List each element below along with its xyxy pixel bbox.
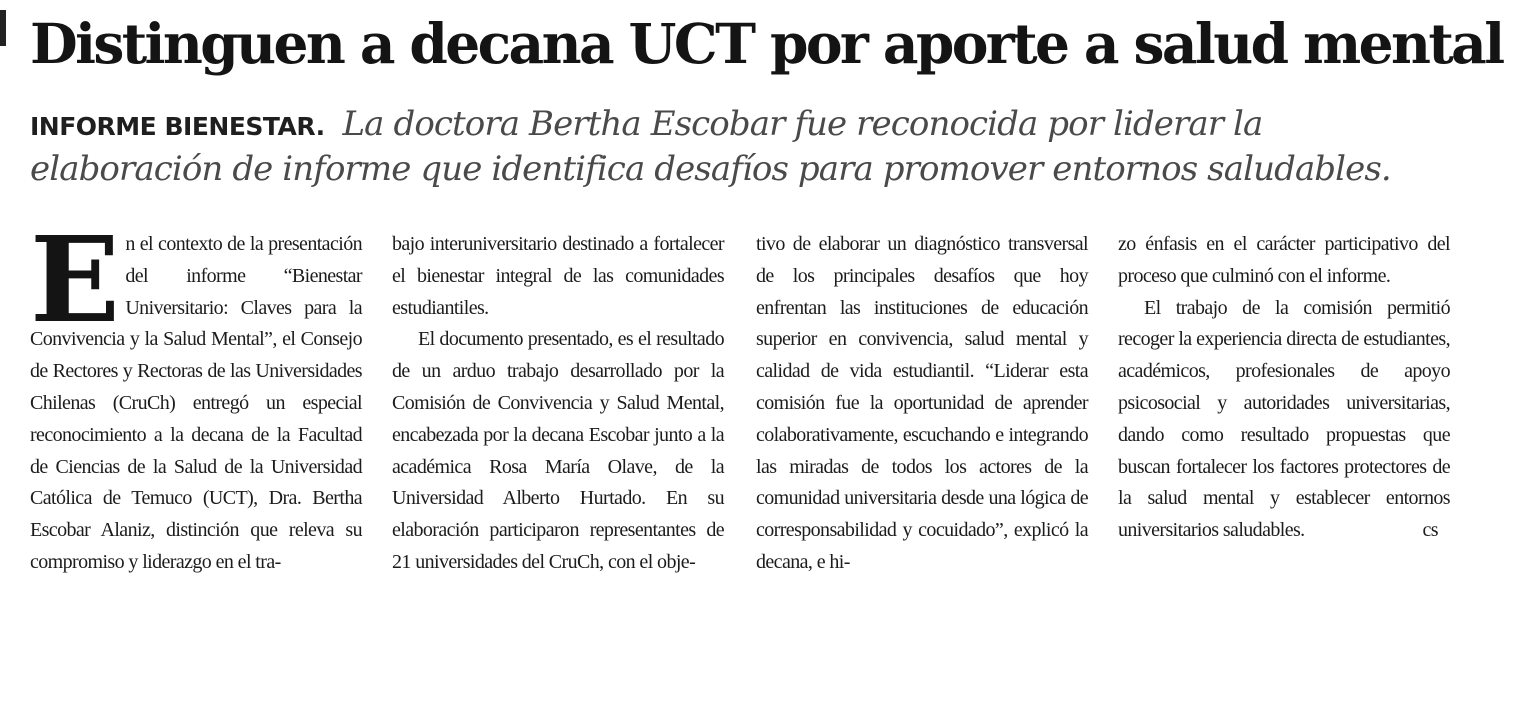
deck [30, 103, 1450, 191]
article-column-4 [1118, 229, 1450, 669]
deck-text: La doctora Bertha Escobar fue reconocida por liderar la elaboración de informe que identifica desafíos para promover entornos saludables. [30, 104, 1391, 189]
dropcap: E [30, 210, 120, 349]
paragraph: tivo de elaborar un diagnóstico transversal de los principales desafíos que hoy enfrentan las instituciones de educación superior en convivencia, salud mental y calidad de vida estudiantil. “Liderar esta comisión fue la oportunidad de aprender colaborativamente, escuchando e integrando las miradas de todos los actores de la comunidad universitaria desde una lógica de corresponsabilidad y cocuidado”, explicó la decana, e hi- [756, 233, 1088, 573]
article-column-1 [30, 210, 362, 669]
article-column-2 [392, 229, 724, 669]
paragraph-text: El trabajo de la comisión permitió recoger la experiencia directa de estudiantes, académicos, profesionales de apoyo psicosocial y autoridades universitarias, dando como resultado propuestas que buscan fortalecer los factores protectores de la salud mental y establecer entornos universitarios saludables. [1118, 296, 1450, 542]
paragraph: zo énfasis en el carácter participativo del proceso que culminó con el informe. [1118, 233, 1450, 287]
end-mark: cs [1422, 519, 1438, 542]
paragraph: El documento presentado, es el resultado de un arduo trabajo desarrollado por la Comisión de Convivencia y Salud Mental, encabezada por la decana Escobar junto a la académica Rosa María Olave, de la Universidad Alberto Hurtado. En su elaboración participaron representantes de 21 universidades del CruCh, con el obje- [392, 328, 724, 573]
paragraph [30, 210, 362, 579]
paragraph: bajo interuniversitario destinado a fortalecer el bienestar integral de las comunidades estudiantiles. [392, 233, 724, 319]
deck-lead: INFORME BIENESTAR. [30, 112, 325, 141]
page-edge-mark [0, 10, 6, 46]
article-column-3 [756, 229, 1088, 669]
headline: Distinguen a decana UCT por aporte a salud mental [30, 11, 1503, 76]
paragraph-text: n el contexto de la presentación del informe “Bienestar Universitario: Claves para la Convivencia y la Salud Mental”, el Consejo de Rectores y Rectoras de las Universidades Chilenas (CruCh) entregó un especial reconocimiento a la decana de la Facultad de Ciencias de la Salud de la Universidad Católica de Temuco (UCT), Dra. Bertha Escobar Alaniz, distinción que releva su compromiso y liderazgo en el tra- [30, 233, 362, 573]
paragraph [1118, 293, 1450, 547]
